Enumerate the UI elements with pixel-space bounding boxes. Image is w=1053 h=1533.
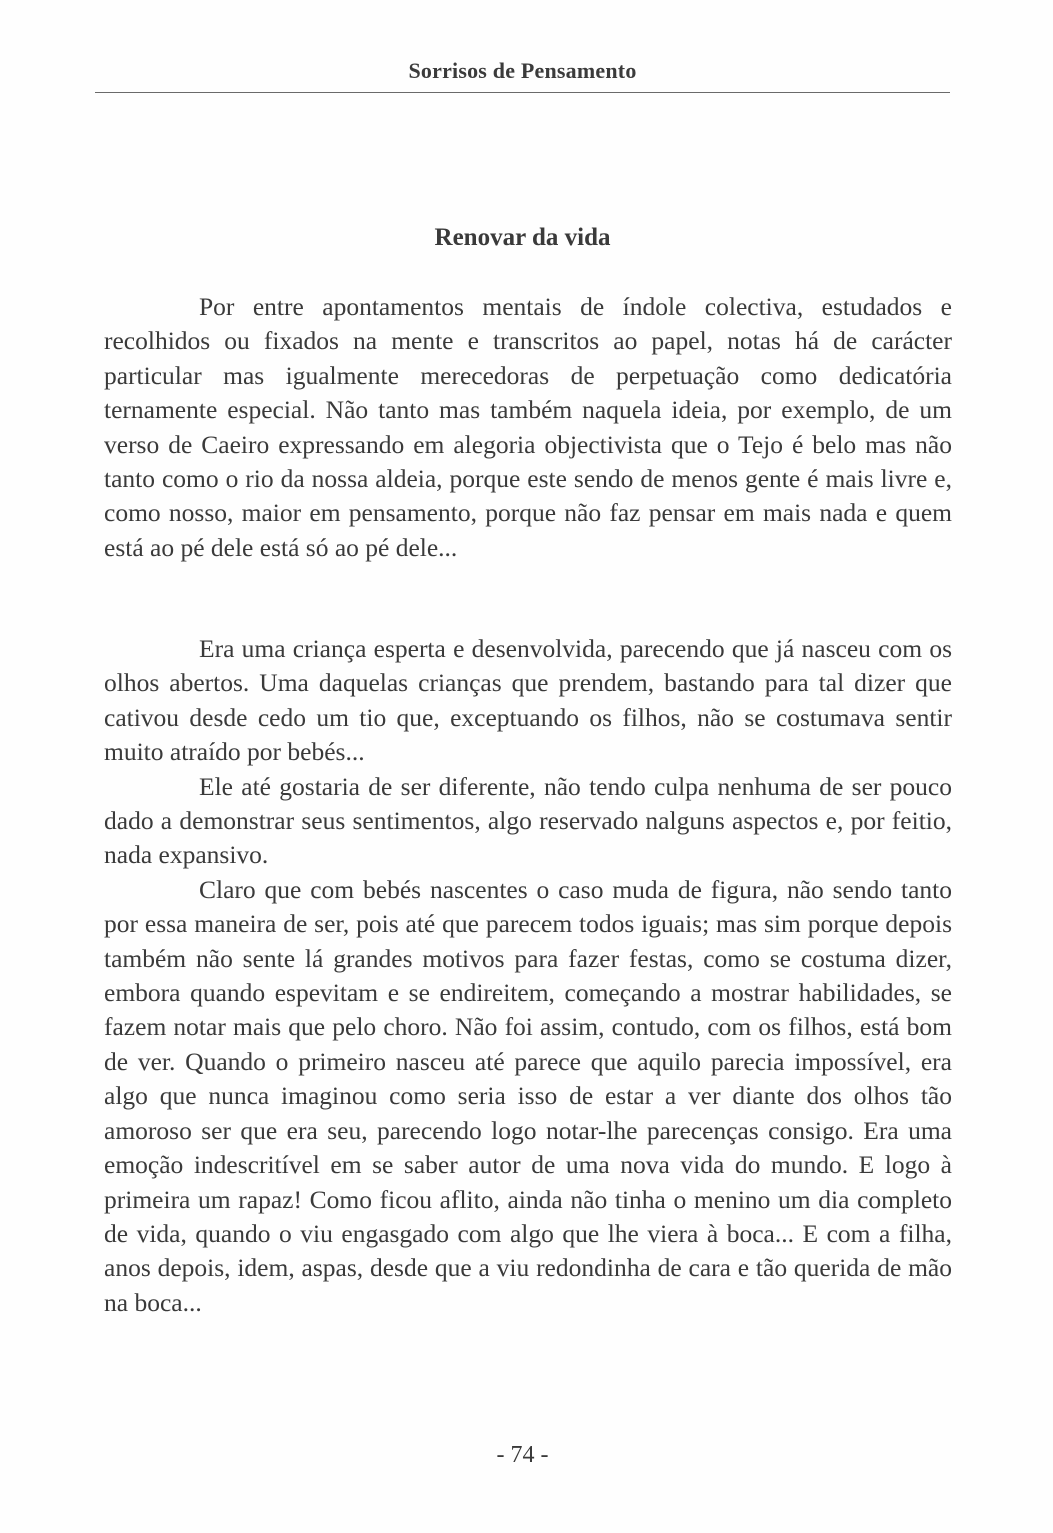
text-block-story bbox=[104, 632, 952, 1320]
chapter-title: Renovar da vida bbox=[434, 224, 611, 251]
paragraph: Por entre apontamentos mentais de índole colectiva, estudados e recolhidos ou fixados na mente e transcritos ao papel, notas há de carácter particular mas igualmente merecedoras de perpetuação como dedicatória ternamente especial. Não tanto mas também naquela ideia, por exemplo, de um verso de Caeiro expressando em alegoria objectivista que o Tejo é belo mas não tanto como o rio da nossa aldeia, porque este sendo de menos gente é mais livre e, como nosso, maior em pensamento, porque não faz pensar em mais nada e quem está ao pé dele está só ao pé dele... bbox=[104, 292, 952, 562]
text-block-intro bbox=[104, 290, 952, 565]
paragraph: Claro que com bebés nascentes o caso muda de figura, não sendo tanto por essa maneira de ser, pois até que parecem todos iguais; mas sim porque depois também não sente lá grandes motivos para fazer festas, como se costuma dizer, embora quando espevitam e se endireitem, começando a mostrar habilidades, se fazem notar mais que pelo choro. Não foi assim, contudo, com os filhos, está bom de ver. Quando o primeiro nasceu até parece que aquilo parecia impossível, era algo que nunca imaginou como seria isso de estar a ver diante dos olhos tão amoroso ser que era seu, parecendo logo notar-lhe parecenças consigo. Era uma emoção indescritível em se saber autor de uma nova vida do mundo. E logo à primeira um rapaz! Como ficou aflito, ainda não tinha o menino um dia completo de vida, quando o viu engasgado com algo que lhe viera à boca... E com a filha, anos depois, idem, aspas, desde que a viu redondinha de cara e tão querida de mão na boca... bbox=[104, 874, 952, 1317]
paragraph: Era uma criança esperta e desenvolvida, parecendo que já nasceu com os olhos abertos. Uma daquelas crianças que prendem, bastando para tal dizer que cativou desde cedo um tio que, exceptuando os filhos, não se costumava sentir muito atraído por bebés... bbox=[104, 634, 952, 767]
running-header: Sorrisos de Pensamento bbox=[408, 58, 637, 83]
page-number: - 74 - bbox=[496, 1442, 549, 1468]
header-rule bbox=[95, 92, 950, 93]
paragraph: Ele até gostaria de ser diferente, não tendo culpa nenhuma de ser pouco dado a demonstrar seus sentimentos, algo reservado nalguns aspectos e, por feitio, nada expansivo. bbox=[104, 771, 952, 870]
